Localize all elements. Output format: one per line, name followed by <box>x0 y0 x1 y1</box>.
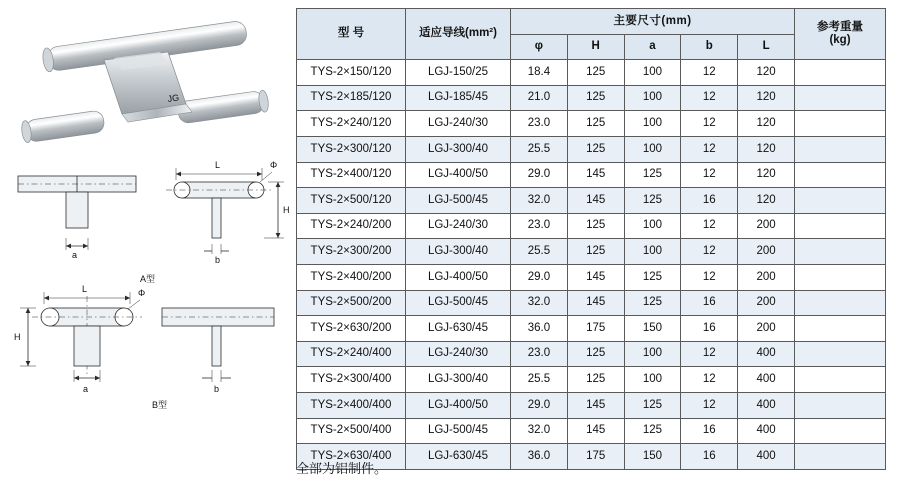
cell-phi: 25.5 <box>511 136 568 162</box>
cell-h: 125 <box>567 136 624 162</box>
cell-weight <box>795 290 886 316</box>
cell-wire: LGJ-400/50 <box>406 392 511 418</box>
footnote: 全部为铝制件。 <box>296 461 388 476</box>
product-photo <box>18 12 276 152</box>
cell-wire: LGJ-500/45 <box>406 188 511 214</box>
cell-weight <box>795 444 886 470</box>
svg-text:a: a <box>83 384 89 394</box>
header-main-dims: 主要尺寸(mm) <box>511 9 795 35</box>
table-row <box>297 316 886 342</box>
table-row <box>297 188 886 214</box>
cell-phi: 29.0 <box>511 264 568 290</box>
cell-h: 145 <box>567 418 624 444</box>
cell-model: TYS-2×500/120 <box>297 188 406 214</box>
table-row <box>297 111 886 137</box>
cell-wire: LGJ-400/50 <box>406 264 511 290</box>
cell-a: 125 <box>624 392 681 418</box>
cell-model: TYS-2×240/200 <box>297 213 406 239</box>
header-l: L <box>738 34 795 60</box>
svg-text:b: b <box>215 255 221 265</box>
cell-b: 12 <box>681 213 738 239</box>
figure-label-type-b: B型 <box>152 400 168 410</box>
cell-wire: LGJ-500/45 <box>406 418 511 444</box>
header-ref-weight-line1: 参考重量 <box>817 20 863 33</box>
cell-b: 12 <box>681 60 738 86</box>
figure-label-type-a: A型 <box>140 274 156 284</box>
table-row <box>297 367 886 393</box>
header-row-1 <box>297 9 886 35</box>
cell-weight <box>795 392 886 418</box>
cell-model: TYS-2×300/120 <box>297 136 406 162</box>
cell-b: 12 <box>681 111 738 137</box>
cell-model: TYS-2×240/400 <box>297 341 406 367</box>
cell-h: 145 <box>567 392 624 418</box>
cell-model: TYS-2×630/200 <box>297 316 406 342</box>
cell-l: 120 <box>738 162 795 188</box>
cell-l: 120 <box>738 111 795 137</box>
svg-text:Φ: Φ <box>270 160 278 170</box>
cell-h: 125 <box>567 111 624 137</box>
table-row <box>297 290 886 316</box>
cell-h: 125 <box>567 60 624 86</box>
cell-phi: 36.0 <box>511 444 568 470</box>
cell-b: 16 <box>681 290 738 316</box>
cell-b: 12 <box>681 367 738 393</box>
cell-h: 145 <box>567 264 624 290</box>
cell-a: 100 <box>624 367 681 393</box>
cell-a: 125 <box>624 264 681 290</box>
cell-h: 175 <box>567 444 624 470</box>
cell-b: 12 <box>681 341 738 367</box>
cell-a: 150 <box>624 444 681 470</box>
cell-wire: LGJ-300/40 <box>406 367 511 393</box>
header-ref-weight <box>795 9 886 60</box>
cell-wire: LGJ-240/30 <box>406 213 511 239</box>
cell-model: TYS-2×300/200 <box>297 239 406 265</box>
cell-wire: LGJ-500/45 <box>406 290 511 316</box>
cell-a: 100 <box>624 341 681 367</box>
cell-a: 100 <box>624 60 681 86</box>
cell-model: TYS-2×630/400 <box>297 444 406 470</box>
header-h: H <box>567 34 624 60</box>
cell-b: 12 <box>681 239 738 265</box>
cell-h: 125 <box>567 85 624 111</box>
cell-model: TYS-2×150/120 <box>297 60 406 86</box>
cell-l: 120 <box>738 60 795 86</box>
cell-model: TYS-2×400/120 <box>297 162 406 188</box>
cell-l: 400 <box>738 418 795 444</box>
svg-text:JG: JG <box>166 92 180 104</box>
svg-text:b: b <box>214 384 220 394</box>
cell-phi: 29.0 <box>511 392 568 418</box>
cell-wire: LGJ-240/30 <box>406 111 511 137</box>
cell-weight <box>795 85 886 111</box>
header-model: 型 号 <box>297 9 406 60</box>
drawing-type-b <box>6 282 292 412</box>
cell-phi: 21.0 <box>511 85 568 111</box>
cell-l: 400 <box>738 392 795 418</box>
cell-phi: 18.4 <box>511 60 568 86</box>
cell-h: 125 <box>567 341 624 367</box>
header-ref-weight-line2: (kg) <box>829 34 851 47</box>
cell-wire: LGJ-300/40 <box>406 136 511 162</box>
cell-b: 12 <box>681 85 738 111</box>
cell-wire: LGJ-400/50 <box>406 162 511 188</box>
table-row <box>297 392 886 418</box>
cell-weight <box>795 188 886 214</box>
cell-phi: 23.0 <box>511 341 568 367</box>
cell-weight <box>795 60 886 86</box>
cell-h: 125 <box>567 367 624 393</box>
cell-l: 200 <box>738 290 795 316</box>
cell-wire: LGJ-150/25 <box>406 60 511 86</box>
cell-l: 200 <box>738 316 795 342</box>
cell-model: TYS-2×500/400 <box>297 418 406 444</box>
cell-a: 125 <box>624 290 681 316</box>
cell-a: 100 <box>624 136 681 162</box>
cell-l: 400 <box>738 444 795 470</box>
cell-h: 145 <box>567 188 624 214</box>
cell-phi: 25.5 <box>511 239 568 265</box>
cell-phi: 23.0 <box>511 213 568 239</box>
cell-a: 125 <box>624 418 681 444</box>
cell-phi: 23.0 <box>511 111 568 137</box>
cell-a: 100 <box>624 213 681 239</box>
cell-wire: LGJ-240/30 <box>406 341 511 367</box>
svg-text:H: H <box>283 205 290 215</box>
table-row <box>297 162 886 188</box>
cell-weight <box>795 162 886 188</box>
table-row <box>297 213 886 239</box>
cell-weight <box>795 316 886 342</box>
cell-weight <box>795 418 886 444</box>
header-a: a <box>624 34 681 60</box>
cell-weight <box>795 213 886 239</box>
cell-b: 12 <box>681 264 738 290</box>
cell-l: 120 <box>738 85 795 111</box>
cell-model: TYS-2×240/120 <box>297 111 406 137</box>
svg-text:L: L <box>215 160 221 170</box>
cell-a: 125 <box>624 188 681 214</box>
cell-b: 12 <box>681 162 738 188</box>
cell-b: 12 <box>681 136 738 162</box>
cell-l: 200 <box>738 213 795 239</box>
cell-phi: 32.0 <box>511 290 568 316</box>
cell-wire: LGJ-630/45 <box>406 444 511 470</box>
cell-a: 125 <box>624 162 681 188</box>
cell-model: TYS-2×300/400 <box>297 367 406 393</box>
cell-h: 125 <box>567 213 624 239</box>
cell-weight <box>795 341 886 367</box>
table-row <box>297 136 886 162</box>
cell-phi: 32.0 <box>511 418 568 444</box>
table-row <box>297 85 886 111</box>
cell-h: 125 <box>567 239 624 265</box>
table-row <box>297 418 886 444</box>
cell-wire: LGJ-185/45 <box>406 85 511 111</box>
cell-weight <box>795 111 886 137</box>
table-row <box>297 264 886 290</box>
table-row <box>297 239 886 265</box>
cell-l: 200 <box>738 239 795 265</box>
cell-model: TYS-2×185/120 <box>297 85 406 111</box>
cell-a: 100 <box>624 85 681 111</box>
cell-weight <box>795 367 886 393</box>
header-phi: φ <box>511 34 568 60</box>
cell-a: 100 <box>624 239 681 265</box>
cell-wire: LGJ-630/45 <box>406 316 511 342</box>
cell-h: 145 <box>567 290 624 316</box>
cell-phi: 32.0 <box>511 188 568 214</box>
svg-text:L: L <box>82 284 88 294</box>
cell-b: 12 <box>681 392 738 418</box>
table-row <box>297 341 886 367</box>
cell-l: 200 <box>738 264 795 290</box>
cell-h: 145 <box>567 162 624 188</box>
header-b: b <box>681 34 738 60</box>
cell-a: 150 <box>624 316 681 342</box>
cell-model: TYS-2×400/200 <box>297 264 406 290</box>
cell-l: 120 <box>738 136 795 162</box>
svg-text:Φ: Φ <box>138 288 146 298</box>
cell-model: TYS-2×400/400 <box>297 392 406 418</box>
cell-phi: 36.0 <box>511 316 568 342</box>
table-head <box>297 9 886 60</box>
svg-text:H: H <box>14 332 21 342</box>
cell-b: 16 <box>681 188 738 214</box>
cell-phi: 29.0 <box>511 162 568 188</box>
cell-b: 16 <box>681 418 738 444</box>
spec-table <box>296 8 886 470</box>
spec-table-container <box>296 8 886 470</box>
header-wire: 适应导线(mm²) <box>406 9 511 60</box>
drawing-type-a <box>6 158 292 278</box>
cell-phi: 25.5 <box>511 367 568 393</box>
cell-l: 120 <box>738 188 795 214</box>
cell-a: 100 <box>624 111 681 137</box>
cell-b: 16 <box>681 316 738 342</box>
cell-wire: LGJ-300/40 <box>406 239 511 265</box>
figure-panel <box>0 0 292 487</box>
cell-h: 175 <box>567 316 624 342</box>
cell-weight <box>795 136 886 162</box>
cell-weight <box>795 264 886 290</box>
cell-l: 400 <box>738 341 795 367</box>
table-row <box>297 60 886 86</box>
cell-b: 16 <box>681 444 738 470</box>
svg-text:a: a <box>72 250 78 260</box>
cell-model: TYS-2×500/200 <box>297 290 406 316</box>
table-body <box>297 60 886 470</box>
cell-l: 400 <box>738 367 795 393</box>
cell-weight <box>795 239 886 265</box>
